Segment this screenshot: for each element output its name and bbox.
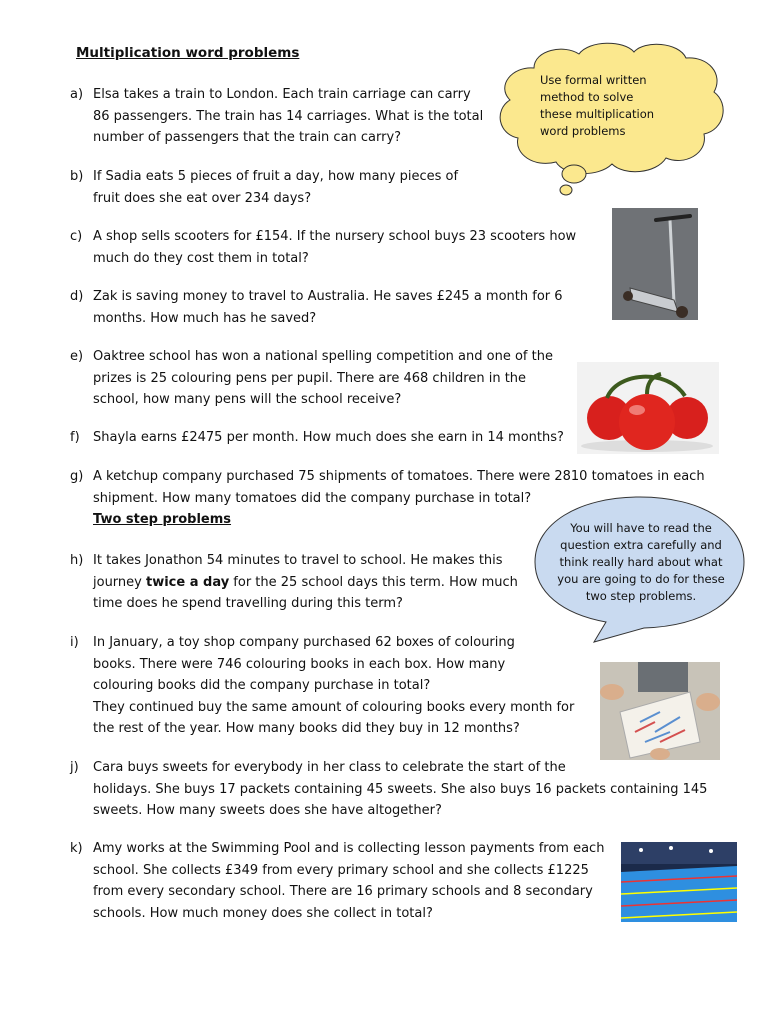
question-label: c): [70, 229, 83, 244]
question-line: 86 passengers. The train has 14 carriages. What is the total: [93, 108, 484, 124]
question-label: e): [70, 349, 84, 364]
question-label: d): [70, 289, 84, 304]
text-run: for the 25 school days this term. How much: [229, 574, 518, 590]
question-label: b): [70, 169, 84, 184]
question-line: They continued buy the same amount of colouring books every month for: [93, 699, 575, 715]
question-line: colouring books did the company purchase in total?: [93, 678, 431, 693]
bubble-line: these multiplication: [540, 107, 655, 121]
subheading: Two step problems: [93, 512, 232, 527]
question-line: Cara buys sweets for everybody in her class to celebrate the start of the: [93, 760, 566, 775]
emphasis-text: twice a day: [145, 574, 230, 590]
tomatoes-photo: [577, 362, 719, 454]
question-line: the rest of the year. How many books did they buy in 12 months?: [93, 721, 520, 736]
question-line: time does he spend travelling during this term?: [93, 596, 403, 611]
question-line: sweets. How many sweets does she have altogether?: [93, 803, 442, 818]
question-b: [70, 166, 458, 209]
question-label: i): [70, 635, 79, 650]
question-e: [70, 346, 553, 411]
question-line: prizes is 25 colouring pens per pupil. There are 468 children in the: [93, 370, 527, 386]
question-j: [70, 757, 707, 822]
text-run: journey: [93, 574, 146, 590]
question-k: [70, 838, 604, 924]
bubble-line: you are going to do for these: [557, 572, 725, 586]
thought-bubble-text: [540, 72, 690, 140]
question-label: f): [70, 430, 80, 445]
question-label: k): [70, 841, 83, 856]
question-h: [70, 550, 518, 615]
question-line: holidays. She buys 17 packets containing 45 sweets. She also buys 16 packets containing 145: [93, 781, 708, 797]
question-d: [70, 286, 563, 329]
question-line: It takes Jonathon 54 minutes to travel to school. He makes this: [93, 553, 503, 568]
question-line: [93, 572, 518, 594]
bubble-line: Use formal written: [540, 73, 647, 87]
question-g: [70, 466, 705, 509]
question-line: number of passengers that the train can carry?: [93, 130, 402, 145]
question-line: Shayla earns £2475 per month. How much does she earn in 14 months?: [93, 430, 564, 445]
question-label: h): [70, 553, 84, 568]
swimming-pool-photo: [621, 842, 737, 922]
question-line: months. How much has he saved?: [93, 310, 317, 326]
bubble-line: question extra carefully and: [560, 538, 722, 552]
question-label: j): [70, 760, 79, 775]
question-line: Elsa takes a train to London. Each train carriage can carry: [93, 87, 471, 102]
question-line: Oaktree school has won a national spelling competition and one of the: [93, 349, 553, 364]
question-a: [70, 84, 483, 149]
scooter-photo: [612, 208, 698, 320]
question-line: Amy works at the Swimming Pool and is collecting lesson payments from each: [93, 841, 605, 856]
question-line: books. There were 746 colouring books in each box. How many: [93, 656, 506, 672]
bubble-line: method to solve: [540, 90, 634, 104]
colouring-hands-photo: [600, 662, 720, 760]
question-label: g): [70, 469, 84, 484]
bubble-line: You will have to read the: [570, 521, 712, 535]
question-line: fruit does she eat over 234 days?: [93, 190, 312, 206]
question-c: [70, 226, 576, 269]
speech-bubble-text: [548, 520, 734, 605]
question-line: Zak is saving money to travel to Australia. He saves £245 a month for 6: [93, 289, 563, 304]
question-line: A ketchup company purchased 75 shipments of tomatoes. There were 2810 tomatoes in each: [93, 469, 705, 484]
question-line: school, how many pens will the school receive?: [93, 392, 402, 407]
bubble-line: two step problems.: [585, 589, 697, 603]
bubble-line: word problems: [540, 124, 626, 138]
question-line: shipment. How many tomatoes did the company purchase in total?: [93, 490, 532, 506]
question-line: school. She collects £349 from every primary school and she collects £1225: [93, 862, 589, 878]
question-line: schools. How much money does she collect in total?: [93, 905, 433, 921]
question-line: A shop sells scooters for £154. If the nursery school buys 23 scooters how: [93, 229, 577, 244]
question-label: a): [70, 87, 84, 102]
question-i: [70, 632, 574, 740]
page-title: Multiplication word problems: [76, 45, 300, 61]
question-line: In January, a toy shop company purchased 62 boxes of colouring: [93, 635, 515, 650]
bubble-line: think really hard about what: [559, 555, 723, 569]
question-line: much do they cost them in total?: [93, 250, 309, 266]
question-line: from every secondary school. There are 16 primary schools and 8 secondary: [93, 884, 593, 899]
question-line: If Sadia eats 5 pieces of fruit a day, how many pieces of: [93, 169, 459, 184]
question-f: [70, 427, 564, 449]
